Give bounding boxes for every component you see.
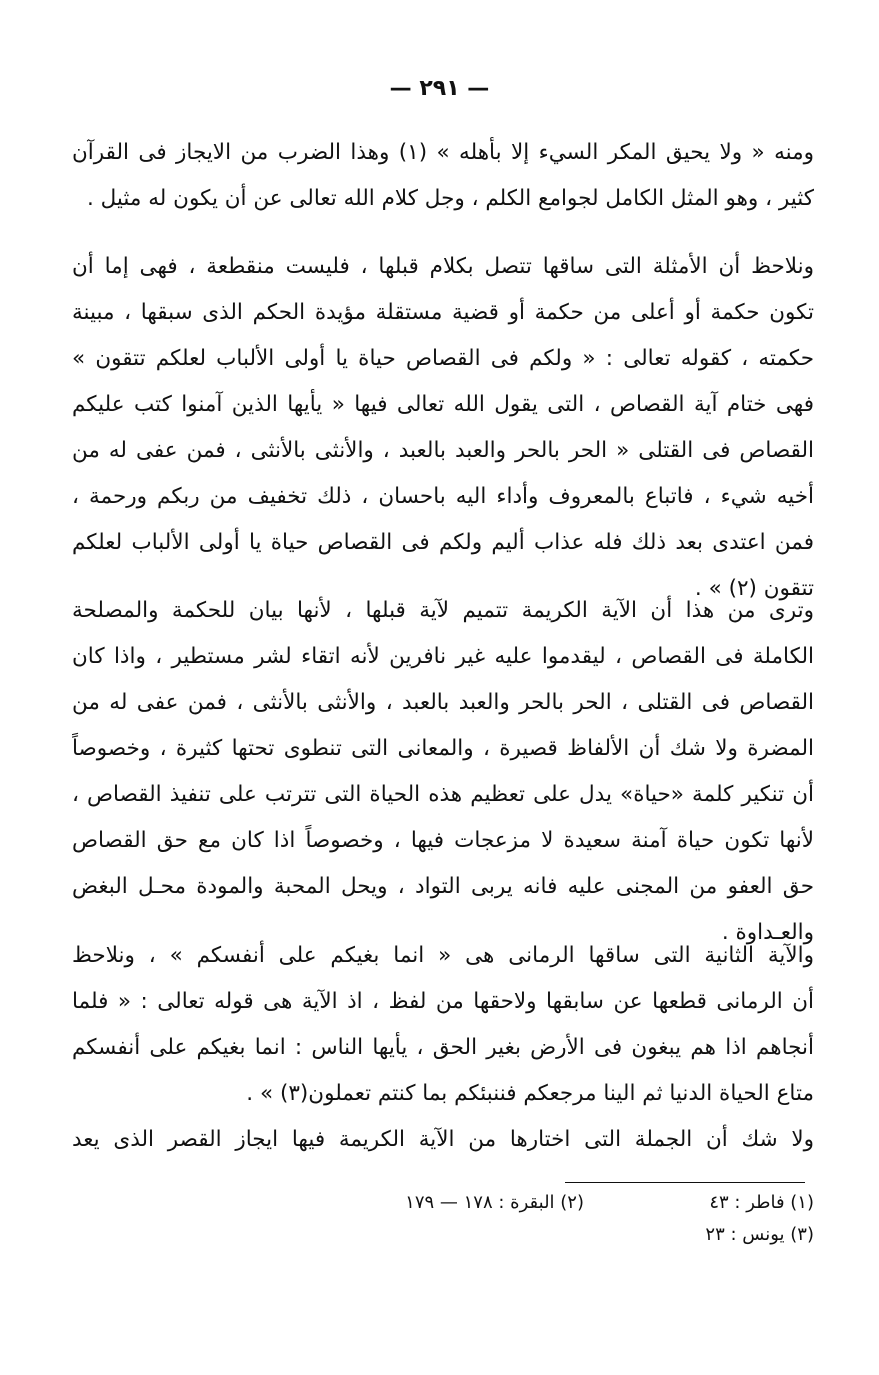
text-line: أخيه شيء ، فاتباع بالمعروف وأداء اليه باحسان ، ذلك تخفيف من ربكم ورحمة ، xyxy=(72,484,814,509)
text-line: متاع الحياة الدنيا ثم الينا مرجعكم فننبئكم بما كنتم تعملون(٣) » . xyxy=(246,1081,814,1106)
paragraph-1 xyxy=(72,130,814,222)
paragraph-5 xyxy=(72,1117,814,1163)
text-line: ونلاحظ أن الأمثلة التى ساقها تتصل بكلام قبلها ، فليست منقطعة ، فهى إما أن xyxy=(72,254,814,279)
text-line: الكاملة فى القصاص ، ليقدموا عليه غير نافرين لأنه اتقاء لشر مستطير ، واذا كان xyxy=(72,644,814,669)
paragraph-4 xyxy=(72,933,814,1117)
text-line: تتقون (٢) » . xyxy=(694,576,814,601)
text-line: تكون حكمة أو أعلى من حكمة أو قضية مستقلة مؤيدة الحكم الذى سبقها ، مبينة xyxy=(72,300,814,325)
text-line: أن تنكير كلمة «حياة» يدل على تعظيم هذه الحياة التى تترتب على تنفيذ القصاص ، xyxy=(72,782,814,807)
page-number: — ٢٩١ — xyxy=(389,76,490,101)
text-line: القصاص فى القتلى ، الحر بالحر والعبد بالعبد ، والأنثى بالأنثى ، فمن عفى له من xyxy=(72,690,814,715)
text-line: لأنها تكون حياة آمنة سعيدة لا مزعجات فيها ، وخصوصاً اذا كان مع حق القصاص xyxy=(72,828,814,853)
text-line: والعـداوة . xyxy=(721,920,814,945)
text-line: حق العفو من المجنى عليه فانه يربى التواد ، ويحل المحبة والمودة محـل البغض xyxy=(72,874,814,899)
paragraph-3 xyxy=(72,588,814,956)
footnote-1: (١) فاطر : ٤٣ xyxy=(709,1192,814,1213)
text-line: فهى ختام آية القصاص ، التى يقول الله تعالى فيها « يأيها الذين آمنوا كتب عليكم xyxy=(72,392,814,417)
text-line: وترى من هذا أن الآية الكريمة تتميم لآية قبلها ، لأنها بيان للحكمة والمصلحة xyxy=(72,598,814,623)
text-line: والآية الثانية التى ساقها الرمانى هى « انما بغيكم على أنفسكم » ، ونلاحظ xyxy=(72,943,814,968)
text-line: القصاص فى القتلى « الحر بالحر والعبد بالعبد ، والأنثى بالأنثى ، فمن عفى له من xyxy=(72,438,814,463)
text-line: ومنه « ولا يحيق المكر السيء إلا بأهله » (١) وهذا الضرب من الايجاز فى القرآن xyxy=(72,140,814,165)
text-line: المضرة ولا شك أن الألفاظ قصيرة ، والمعانى التى تنطوى تحتها كثيرة ، وخصوصاً xyxy=(72,736,814,761)
text-line: أن الرمانى قطعها عن سابقها ولاحقها من لفظ ، اذ الآية هى قوله تعالى : « فلما xyxy=(72,989,814,1014)
text-line: ولا شك أن الجملة التى اختارها من الآية الكريمة فيها ايجاز القصر الذى يعد xyxy=(72,1127,814,1152)
footnote-3: (٣) يونس : ٢٣ xyxy=(705,1224,814,1245)
paragraph-2 xyxy=(72,244,814,612)
footnote-2: (٢) البقرة : ١٧٨ — ١٧٩ xyxy=(405,1192,584,1213)
text-line: فمن اعتدى بعد ذلك فله عذاب أليم ولكم فى القصاص حياة يا أولى الألباب لعلكم xyxy=(72,530,814,555)
text-line: حكمته ، كقوله تعالى : « ولكم فى القصاص حياة يا أولى الألباب لعلكم تتقون » xyxy=(72,346,814,371)
text-line: كثير ، وهو المثل الكامل لجوامع الكلم ، وجل كلام الله تعالى عن أن يكون له مثيل . xyxy=(86,186,814,211)
footnote-divider xyxy=(565,1182,805,1183)
text-line: أنجاهم اذا هم يبغون فى الأرض بغير الحق ، يأيها الناس : انما بغيكم على أنفسكم xyxy=(72,1035,814,1060)
